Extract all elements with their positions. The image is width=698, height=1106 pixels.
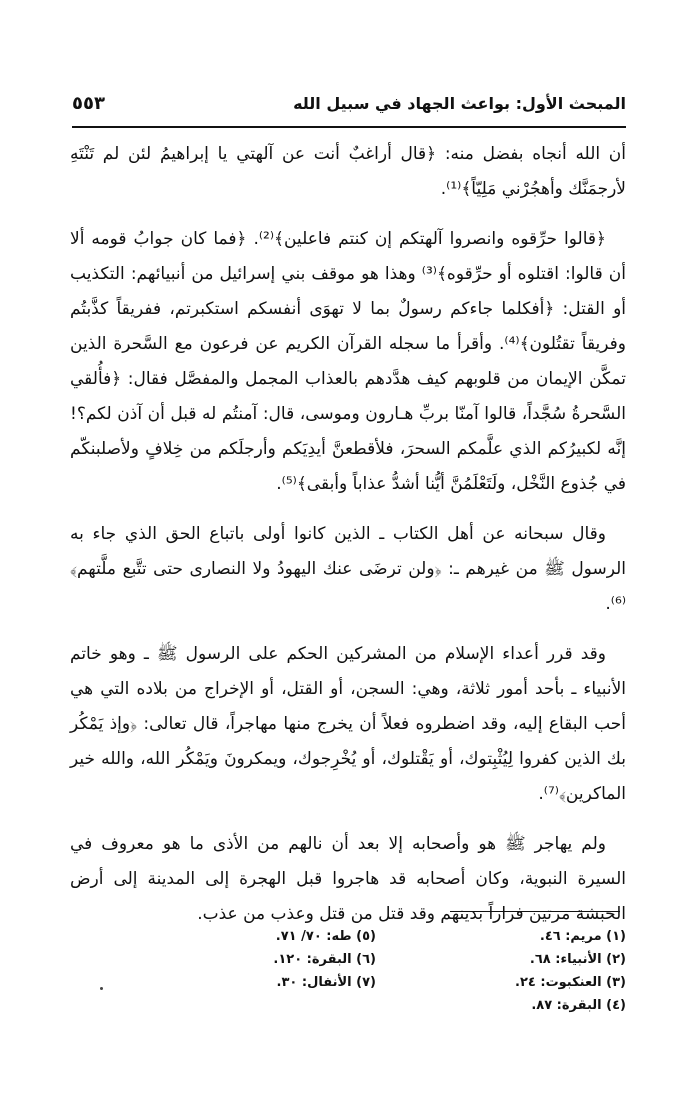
footnotes <box>156 925 626 1055</box>
footnote-2: (٢) الأنبياء: ٦٨. <box>529 952 626 967</box>
footnote-7: (٧) الأنفال: ٣٠. <box>276 975 376 990</box>
page-number: ٥٥٣ <box>72 92 105 114</box>
footnotes-left-column <box>156 925 376 994</box>
footnote-3: (٣) العنكبوت: ٢٤. <box>515 975 626 990</box>
stray-dot-mark <box>100 987 103 990</box>
paragraph-4: وقد قرر أعداء الإسلام من المشركين الحكم على الرسول ﷺ ـ وهو خاتم الأنبياء ـ بأحد أمور ثلاثة، وهي: السجن، أو القتل، أو الإخراج من بلاده التي هي أحب البقاع إليه، وقد اضطروه فعلاً أن يخرج منها مهاجراً، قال تعالى: ﴿وإذ يَمْكُر بك الذين كفروا لِيُثْبِتوك، أو يَقْتلوك، أو يُخْرِجوك، ويمكرونَ ويَمْكُر الله، والله خير الماكرين﴾⁽⁷⁾. <box>70 644 626 804</box>
footnote-5: (٥) طه: ٧٠/ ٧١. <box>275 929 376 944</box>
footnote-6: (٦) البقرة: ١٢٠. <box>273 952 376 967</box>
footnotes-right-column <box>406 925 626 1017</box>
paragraph-2: ﴿قالوا حرِّقوه وانصروا آلهتكم إن كنتم فاعلين﴾⁽²⁾. ﴿فما كان جوابُ قومه ألا أن قالوا: اقتلوه أو حرِّقوه﴾⁽³⁾ وهذا هو موقف بني إسرائيل من أنبيائهم: التكذيب أو القتل: ﴿أفكلما جاءكم رسولٌ بما لا تهوَى أنفسكم استكبرتم، ففريقاً كذَّبتُم وفريقاً تقتُلون﴾⁽⁴⁾. وأقرأ ما سجله القرآن الكريم عن فرعون مع السَّحرة الذين تمكَّن الإيمان من قلوبهم كيف هدَّدهم بالعذاب المجمل والمفصَّل فقال: ﴿فأُلقي السَّحرةُ سُجَّداً، قالوا آمنّا بربِّ هـارون وموسى، قال: آمنتُم له قبل أن آذن لكم؟! إنَّه لكبيرُكم الذي علَّمكم السحرَ، فلأقطعنَّ أيدِيَكم وأرجلَكم من خِلافٍ ولأصلبنكّم في جُذوع النَّخْل، ولَتَعْلَمُنَّ أيُّنا أشدُّ عذاباً وأبقى﴾⁽⁵⁾. <box>70 229 626 494</box>
main-text <box>70 137 626 932</box>
running-header <box>72 88 626 128</box>
paragraph-3: وقال سبحانه عن أهل الكتاب ـ الذين كانوا أولى باتباع الحق الذي جاء به الرسول ﷺ من غيرهم ـ: ﴿ولن ترضَى عنك اليهودُ ولا النصارى حتى تتَّبع ملَّتهم﴾⁽⁶⁾. <box>70 524 626 614</box>
paragraph-5: ولم يهاجر ﷺ هو وأصحابه إلا بعد أن نالهم من الأذى ما هو معروف في السيرة النبوية، وكان أصحابه قد هاجروا قبل الهجرة إلى المدينة إلى أرض الحبشة مرتين فراراً بدينهم وقد قتل من قتل وعذب من عذب. <box>70 834 626 924</box>
footnote-1: (١) مريم: ٤٦. <box>539 929 626 944</box>
footnote-separator <box>450 911 620 912</box>
paragraph-1: أن الله أنجاه بفضل منه: ﴿قال أراغبٌ أنت عن آلهتي يا إبراهيمُ لئن لم تَنْتَهِ لأرجمَنَّك وأهجُرْني مَلِيّاً﴾⁽¹⁾. <box>70 144 626 199</box>
footnote-4: (٤) البقرة: ٨٧. <box>531 998 626 1013</box>
running-title: المبحث الأول: بواعث الجهاد في سبيل الله <box>293 93 626 113</box>
